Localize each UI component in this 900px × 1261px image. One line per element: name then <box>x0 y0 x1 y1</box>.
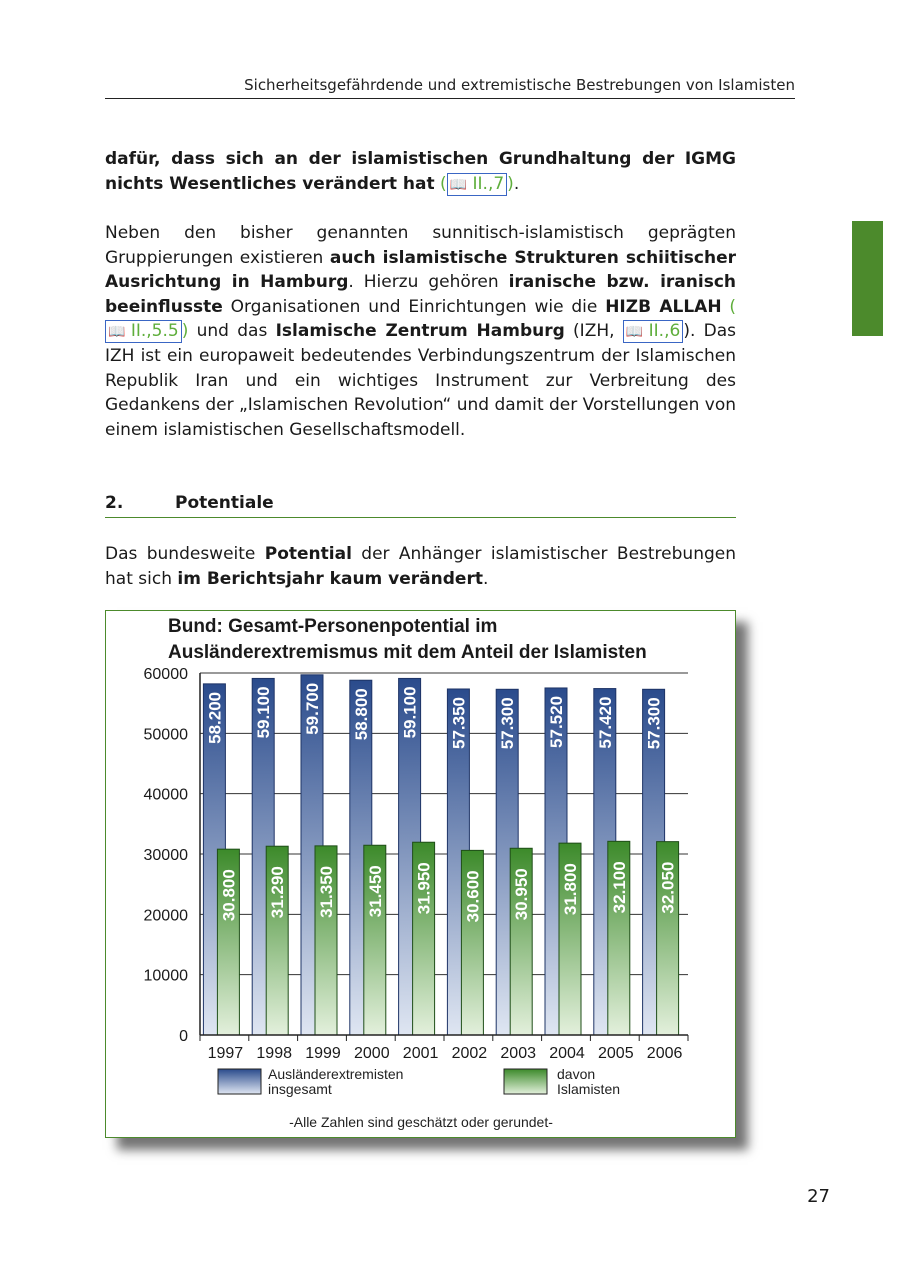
y-tick-label: 50000 <box>143 726 188 744</box>
bar-total-label: 57.520 <box>547 695 566 748</box>
bar-total-label: 57.300 <box>644 697 664 750</box>
para2-text: ). Das IZH ist ein europaweit bedeutendes Verbindungszentrum der Islamischen Republik Iran und ein wichtiges Instrument zur Verbreitung des Gedankens der „Islamischen Revolution“ und damit der Vorstellungen von einem islamistischen Gesellschaftsmodell. <box>105 321 737 440</box>
x-tick-label: 2004 <box>549 1045 585 1062</box>
book-icon: 📖 <box>108 324 126 341</box>
chart-title-line1: Bund: Gesamt-Personenpotential im <box>168 616 498 637</box>
para3-bold: Potential <box>264 544 352 564</box>
bar-total-label: 58.800 <box>351 688 371 741</box>
legend-swatch-islamists <box>504 1069 547 1094</box>
bar-total-label: 59.100 <box>400 686 420 739</box>
x-tick-label: 1998 <box>256 1045 292 1062</box>
legend-label-islamists-line2: Islamisten <box>557 1081 621 1097</box>
bar-islamists-label: 31.450 <box>365 865 385 918</box>
x-tick-label: 2003 <box>500 1045 536 1062</box>
bar-islamists-label: 32.050 <box>658 861 678 914</box>
y-tick-label: 60000 <box>143 666 188 683</box>
bar-total-label: 59.700 <box>303 682 322 735</box>
bar-islamists-label: 30.950 <box>512 868 532 921</box>
ref-close: ) <box>181 321 189 342</box>
y-tick-label: 20000 <box>143 907 188 925</box>
y-tick-label: 30000 <box>143 847 188 864</box>
para3-text: . <box>482 568 489 589</box>
cross-reference-link[interactable] <box>105 320 182 343</box>
y-tick-label: 10000 <box>143 967 188 985</box>
bar-total-label: 57.420 <box>595 696 615 749</box>
para2-bold: Islamische Zentrum Hamburg <box>275 321 565 342</box>
section-heading <box>105 493 736 518</box>
legend-label-total-line2: insgesamt <box>268 1081 332 1097</box>
bar-total-label: 57.300 <box>498 697 518 750</box>
bar-islamists-label: 30.600 <box>463 870 483 923</box>
book-icon: 📖 <box>449 176 468 193</box>
para1-end: . <box>513 173 520 194</box>
running-header-title: Sicherheitsgefährdende und extremistische Bestrebungen von Islamisten <box>244 76 795 94</box>
x-tick-label: 1999 <box>305 1045 341 1062</box>
legend-label-total-line1: Ausländerextremisten <box>268 1066 404 1082</box>
bar-islamists-label: 30.800 <box>219 869 239 922</box>
para2-bold: iranische bzw. iranisch beeinflusste <box>105 272 737 317</box>
paragraph-potential <box>105 542 736 591</box>
bar-islamists-label: 31.950 <box>414 862 434 915</box>
bar-islamists-label: 31.800 <box>561 863 580 916</box>
ref-close: ) <box>507 173 514 194</box>
para2-text: . Hierzu gehören <box>348 272 509 293</box>
para2-bold: HIZB ALLAH <box>605 296 722 317</box>
bar-total-label: 58.200 <box>205 691 225 744</box>
section-title: Potentiale <box>175 493 274 513</box>
x-tick-label: 2001 <box>402 1045 439 1062</box>
x-tick-label: 1997 <box>207 1045 244 1062</box>
para2-text: Organisationen und Einrichtungen wie die <box>222 296 606 317</box>
chart-title-line2: Ausländerextremismus mit dem Anteil der Islamisten <box>168 642 647 663</box>
legend-swatch-total <box>218 1069 261 1094</box>
running-header <box>105 76 795 99</box>
para3-text: Das bundesweite <box>105 544 265 564</box>
ref-open: ( <box>721 296 737 317</box>
cross-reference-link[interactable] <box>447 173 508 196</box>
bar-total-label: 59.100 <box>254 686 274 739</box>
ref-text: II.,6 <box>648 321 681 342</box>
y-tick-label: 40000 <box>143 786 188 804</box>
paragraph-igmg <box>105 147 736 196</box>
x-tick-label: 2000 <box>354 1045 390 1062</box>
legend-label-islamists-line1: davon <box>557 1066 596 1082</box>
page-number: 27 <box>807 1186 830 1207</box>
para2-text: (IZH, <box>564 321 623 342</box>
ref-text: II.,5.5 <box>130 321 179 342</box>
ref-open: ( <box>434 173 447 194</box>
bar-islamists-label: 31.350 <box>317 865 336 918</box>
bar-islamists-label: 32.100 <box>609 861 629 914</box>
paragraph-shiite <box>105 221 736 442</box>
bar-chart <box>106 611 735 1137</box>
bar-total-label: 57.350 <box>449 696 469 749</box>
para2-bold: auch islamistische Strukturen schiitischer Ausrichtung in Hamburg <box>105 247 736 293</box>
x-tick-label: 2005 <box>598 1045 634 1062</box>
bar-islamists-label: 31.290 <box>268 866 288 919</box>
y-tick-label: 0 <box>179 1028 188 1045</box>
ref-text: II.,7 <box>472 173 505 194</box>
para1-bold: dafür, dass sich an der islamistischen Grundhaltung der IGMG nichts Wesentliches verändert hat <box>105 149 736 194</box>
chart-footnote: -Alle Zahlen sind geschätzt oder gerundet- <box>289 1114 553 1130</box>
chapter-tab-marker <box>852 221 883 336</box>
x-tick-label: 2006 <box>646 1045 683 1062</box>
para3-text: der Anhänger islamistischer Bestrebungen hat sich <box>105 544 736 589</box>
x-tick-label: 2002 <box>451 1045 488 1062</box>
para2-text: Neben den bisher genannten sunnitisch-islamistisch geprägten Gruppierungen existieren <box>105 223 736 268</box>
para2-text: und das <box>188 321 276 342</box>
book-icon: 📖 <box>625 324 644 341</box>
section-number: 2. <box>105 493 124 513</box>
para3-bold: im Berichtsjahr kaum verändert <box>177 568 483 589</box>
chart-frame <box>105 610 736 1138</box>
cross-reference-link[interactable] <box>623 320 684 343</box>
